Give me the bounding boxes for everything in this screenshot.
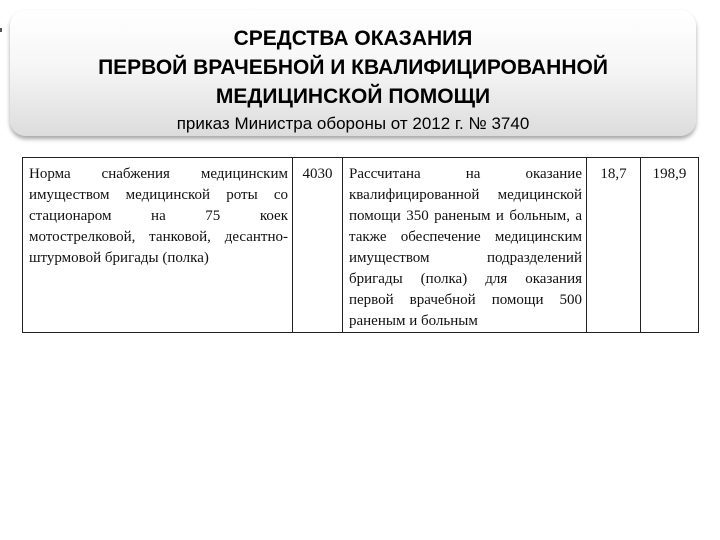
norm-code-cell bbox=[293, 158, 343, 333]
value-2-cell bbox=[641, 158, 699, 333]
title-line-3: МЕДИЦИНСКОЙ ПОМОЩИ bbox=[215, 85, 491, 108]
order-subtitle: приказ Министра обороны от 2012 г. № 3740 bbox=[176, 114, 530, 133]
edge-mark bbox=[0, 28, 2, 32]
norm-description-cell bbox=[343, 158, 587, 333]
norm-name: Норма снабжения медицинским имуществом медицинской роты со стационаром на 75 коек мотострелковой, танковой, десантно-штурмовой бригады (полка) bbox=[29, 166, 288, 266]
value-1: 18,7 bbox=[600, 166, 627, 182]
norm-description: Рассчитана на оказание квалифицированной медицинской помощи 350 раненым и больным, а также обеспечение медицинским имуществом подразделений бригады (полка) для оказания первой врачебной помощи 500 раненым и больным bbox=[349, 166, 582, 329]
norm-name-cell bbox=[23, 158, 293, 333]
table-row bbox=[23, 158, 699, 333]
value-1-cell bbox=[587, 158, 641, 333]
value-2: 198,9 bbox=[652, 166, 687, 182]
title-line-1: СРЕДСТВА ОКАЗАНИЯ bbox=[233, 27, 473, 50]
title-line-2: ПЕРВОЙ ВРАЧЕБНОЙ И КВАЛИФИЦИРОВАННОЙ bbox=[98, 56, 608, 79]
supply-norm-table bbox=[22, 157, 699, 333]
title-banner bbox=[10, 10, 696, 136]
norm-code: 4030 bbox=[302, 166, 333, 182]
scanned-table-fragment bbox=[22, 157, 698, 329]
